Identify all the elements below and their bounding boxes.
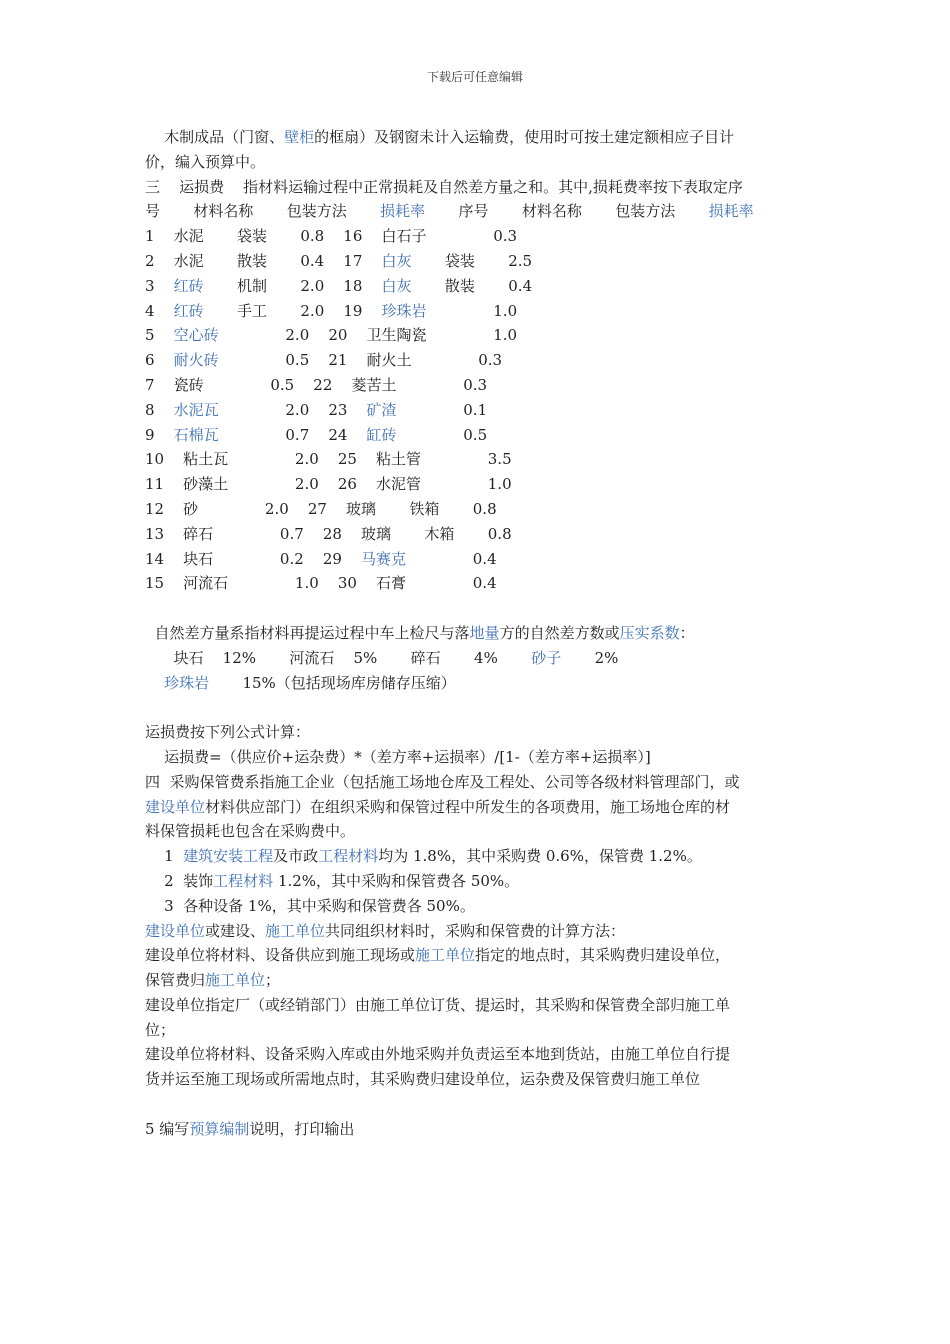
text-line <box>145 150 815 175</box>
text-run: 均为 1.8%，其中采购费 0.6%，保管费 1.2%。 <box>378 847 702 866</box>
blank-line <box>145 1092 815 1117</box>
text-run: 8 <box>145 400 174 419</box>
link-term[interactable]: 损耗率 <box>380 202 426 221</box>
blank-line <box>145 695 815 720</box>
text-run: 2 装饰 <box>145 871 214 890</box>
text-run: 方的自然差方数或 <box>499 623 620 642</box>
text-run: 运损费=（供应价+运杂费）*（差方率+运损率）/[1-（差方率+运损率）] <box>145 747 651 766</box>
text-run: 说明，打印输出 <box>249 1119 355 1138</box>
link-term[interactable]: 耐火砖 <box>173 351 219 370</box>
text-run: 0.5 21 耐火土 0.3 <box>218 351 503 370</box>
text-run: 9 <box>145 425 174 444</box>
text-line <box>145 125 815 150</box>
text-run: 序号 材料名称 包装方法 <box>425 202 709 221</box>
text-run: 1.0 <box>426 301 518 320</box>
text-run: 三 运损费 指材料运输过程中正常损耗及自然差方量之和。其中,损耗费率按下表取定序 <box>145 177 743 196</box>
text-line <box>145 671 815 696</box>
text-line <box>145 472 815 497</box>
text-line <box>145 720 815 745</box>
text-run: 5 <box>145 326 174 345</box>
link-term[interactable]: 施工单位 <box>265 921 326 940</box>
text-run: 袋装 2.5 <box>411 251 533 270</box>
text-line <box>145 199 815 224</box>
text-run: 1 水泥 袋装 0.8 16 白石子 0.3 <box>145 227 518 246</box>
text-run: 15 河流石 1.0 30 石膏 0.4 <box>145 574 497 593</box>
text-run: 3 <box>145 276 174 295</box>
text-line <box>145 274 815 299</box>
text-line <box>145 844 815 869</box>
text-run: 14 块石 0.2 29 <box>145 549 361 568</box>
link-term[interactable]: 施工单位 <box>415 946 476 965</box>
text-line <box>145 175 815 200</box>
text-run: 1 <box>145 847 184 866</box>
text-line <box>145 745 815 770</box>
text-run: 货并运至施工现场或所需地点时，其采购费归建设单位，运杂费及保管费归施工单位 <box>145 1070 701 1089</box>
text-line <box>145 447 815 472</box>
text-run: 号 材料名称 包装方法 <box>145 202 381 221</box>
link-term[interactable]: 矿渣 <box>366 400 397 419</box>
text-run: 4 <box>145 301 174 320</box>
text-run: 位； <box>145 1020 176 1039</box>
text-line <box>145 497 815 522</box>
text-line <box>145 968 815 993</box>
text-line <box>145 1042 815 1067</box>
text-line <box>145 894 815 919</box>
text-line <box>145 348 815 373</box>
text-run: 机制 2.0 18 <box>203 276 382 295</box>
text-run: 自然差方量系指材料再提运过程中车上检尺与落 <box>145 623 470 642</box>
link-term[interactable]: 建设单位 <box>145 797 206 816</box>
text-run <box>145 674 164 692</box>
text-run: 建设单位将材料、设备供应到施工现场或 <box>145 946 416 965</box>
link-term[interactable]: 壁柜 <box>284 128 315 146</box>
text-line <box>145 943 815 968</box>
link-term[interactable]: 施工单位 <box>205 971 266 990</box>
link-term[interactable]: 压实系数 <box>619 623 680 642</box>
text-run: 13 碎石 0.7 28 玻璃 木箱 0.8 <box>145 524 512 543</box>
text-run: 的框扇）及钢窗未计入运输费，使用时可按土建定额相应子目计 <box>314 128 735 146</box>
link-term[interactable]: 水泥瓦 <box>173 400 219 419</box>
text-run: 共同组织材料时，采购和保管费的计算方法： <box>325 921 626 940</box>
text-run: 价，编入预算中。 <box>145 152 266 171</box>
text-run: 0.5 <box>396 425 488 444</box>
link-term[interactable]: 石棉瓦 <box>173 425 219 444</box>
link-term[interactable]: 红砖 <box>173 301 204 320</box>
text-line <box>145 919 815 944</box>
text-line <box>145 795 815 820</box>
link-term[interactable]: 马赛克 <box>361 549 407 568</box>
text-run: 5 编写 <box>145 1119 190 1138</box>
text-run: ： <box>679 623 695 642</box>
text-run: 建设单位指定厂（或经销部门）由施工单位订货、提运时，其采购和保管费全部归施工单 <box>145 995 731 1014</box>
link-term[interactable]: 工程材料 <box>213 871 274 890</box>
text-line <box>145 522 815 547</box>
text-line <box>145 819 815 844</box>
text-run: 10 粘土瓦 2.0 25 粘土管 3.5 <box>145 450 512 469</box>
link-term[interactable]: 空心砖 <box>173 326 219 345</box>
text-line <box>145 1018 815 1043</box>
link-term[interactable]: 白灰 <box>381 276 412 295</box>
text-line <box>145 1117 815 1142</box>
text-line <box>145 770 815 795</box>
text-run: 或建设、 <box>205 921 266 940</box>
text-line <box>145 646 815 671</box>
text-run: 木制成品（门窗、 <box>145 128 285 146</box>
text-line <box>145 1067 815 1092</box>
document-body <box>145 125 815 1142</box>
text-run: 手工 2.0 19 <box>203 301 382 320</box>
link-term[interactable]: 红砖 <box>173 276 204 295</box>
text-run: 15%（包括现场库房储存压缩） <box>209 673 456 692</box>
link-term[interactable]: 工程材料 <box>318 847 379 866</box>
page-header: 下载后可任意编辑 <box>426 70 523 84</box>
text-run: 散装 0.4 <box>411 276 533 295</box>
link-term[interactable]: 预算编制 <box>189 1119 250 1138</box>
text-run: 材料供应部门）在组织采购和保管过程中所发生的各项费用，施工场地仓库的材 <box>205 797 731 816</box>
text-line <box>145 398 815 423</box>
text-run: 1.2%，其中采购和保管费各 50%。 <box>273 871 520 890</box>
text-run: 7 瓷砖 0.5 22 菱苦土 0.3 <box>145 375 488 394</box>
text-line <box>145 249 815 274</box>
text-line <box>145 621 815 646</box>
text-line <box>145 299 815 324</box>
text-line <box>145 869 815 894</box>
text-run: 保管费归 <box>145 971 206 990</box>
text-run: 及市政 <box>273 847 319 866</box>
link-term[interactable]: 珍珠岩 <box>164 673 210 692</box>
text-run: 0.7 24 <box>218 425 367 444</box>
text-run: 运损费按下列公式计算： <box>145 723 311 742</box>
link-term[interactable]: 建设单位 <box>145 921 206 940</box>
text-run: 0.1 <box>396 400 488 419</box>
text-run: 11 砂藻土 2.0 26 水泥管 1.0 <box>145 475 512 494</box>
text-line <box>145 547 815 572</box>
text-run: 12 砂 2.0 27 玻璃 铁箱 0.8 <box>145 499 497 518</box>
link-term[interactable]: 砂子 <box>531 648 562 667</box>
link-term[interactable]: 建筑安装工程 <box>183 847 274 866</box>
link-term[interactable]: 地量 <box>469 623 500 642</box>
link-term[interactable]: 损耗率 <box>708 202 754 221</box>
text-run: 2 水泥 散装 0.4 17 <box>145 251 382 270</box>
blank-line <box>145 596 815 621</box>
text-run: 0.4 <box>406 549 497 568</box>
link-term[interactable]: 珍珠岩 <box>381 301 427 320</box>
text-line <box>145 373 815 398</box>
link-term[interactable]: 白灰 <box>381 251 412 270</box>
text-run: 6 <box>145 351 174 370</box>
text-run: 四 采购保管费系指施工企业（包括施工场地仓库及工程处、公司等各级材料管理部门，或 <box>145 772 740 791</box>
link-term[interactable]: 缸砖 <box>366 425 397 444</box>
text-run: 块石 12% 河流石 5% 碎石 4% <box>145 648 532 667</box>
text-line <box>145 423 815 448</box>
text-line <box>145 993 815 1018</box>
text-line <box>145 323 815 348</box>
text-run: ； <box>265 971 281 990</box>
text-run: 2.0 20 卫生陶瓷 1.0 <box>218 326 518 345</box>
text-line <box>145 224 815 249</box>
text-run: 3 各种设备 1%，其中采购和保管费各 50%。 <box>145 896 475 915</box>
text-run: 建设单位将材料、设备采购入库或由外地采购并负责运至本地到货站，由施工单位自行提 <box>145 1045 731 1064</box>
text-line <box>145 571 815 596</box>
text-run: 2% <box>561 648 619 667</box>
text-run: 2.0 23 <box>218 400 367 419</box>
text-run: 料保管损耗也包含在采购费中。 <box>145 822 356 841</box>
text-run: 指定的地点时，其采购费归建设单位， <box>475 946 731 965</box>
